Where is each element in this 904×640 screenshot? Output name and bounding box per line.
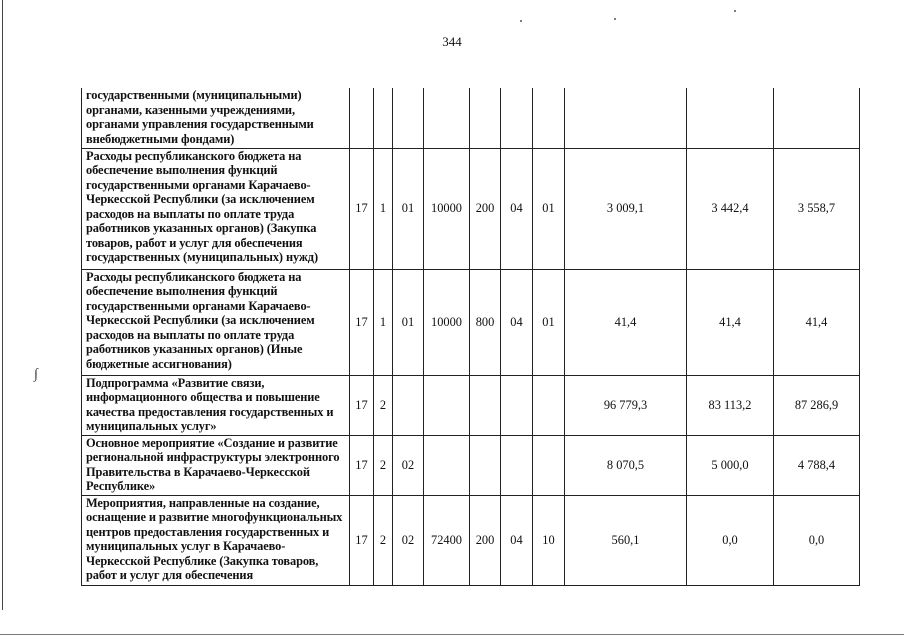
row-description: государственными (муниципальными) органами, казенными учреждениями, органами управления государственными внебюджетными фондами) (82, 88, 350, 148)
code-subprogram: 1 (374, 269, 393, 375)
code-subsection: 10 (533, 495, 565, 585)
code-measure (393, 375, 424, 435)
amount-year-2: 3 442,4 (687, 148, 774, 269)
row-description: Расходы республиканского бюджета на обеспечение выполнения функций государственными органами Карачаево-Черкесской Республики (за исключением расходов на выплаты по оплате труда работников указанных органов) (Иные бюджетные ассигнования) (82, 269, 350, 375)
code-ministry: 17 (350, 435, 374, 495)
code-subprogram: 1 (374, 148, 393, 269)
code-section: 04 (501, 495, 533, 585)
code-ministry: 17 (350, 375, 374, 435)
amount-year-1: 3 009,1 (565, 148, 687, 269)
scan-speck (614, 18, 616, 20)
code-direction (424, 435, 470, 495)
amount-year-2: 5 000,0 (687, 435, 774, 495)
code-direction: 10000 (424, 148, 470, 269)
row-description: Основное мероприятие «Создание и развитие региональной инфраструктуры электронного Правительства в Карачаево-Черкесской Республике» (82, 435, 350, 495)
table-row (82, 435, 860, 495)
code-section (501, 88, 533, 148)
amount-year-3: 0,0 (774, 495, 860, 585)
code-section (501, 375, 533, 435)
code-direction (424, 88, 470, 148)
code-measure: 02 (393, 435, 424, 495)
table-row (82, 495, 860, 585)
amount-year-1: 96 779,3 (565, 375, 687, 435)
code-subsection (533, 435, 565, 495)
amount-year-3: 41,4 (774, 269, 860, 375)
amount-year-2 (687, 88, 774, 148)
code-subprogram (374, 88, 393, 148)
amount-year-1: 8 070,5 (565, 435, 687, 495)
code-subprogram: 2 (374, 435, 393, 495)
code-subsection: 01 (533, 269, 565, 375)
row-description: Расходы республиканского бюджета на обеспечение выполнения функций государственными органами Карачаево-Черкесской Республики (за исключением расходов на выплаты по оплате труда работников указанных органов) (Закупка товаров, работ и услуг для обеспечения государственных (муниципальных) нужд) (82, 148, 350, 269)
table-row (82, 375, 860, 435)
amount-year-1: 41,4 (565, 269, 687, 375)
code-measure: 01 (393, 269, 424, 375)
code-measure (393, 88, 424, 148)
code-subsection: 01 (533, 148, 565, 269)
table-row (82, 148, 860, 269)
code-subprogram: 2 (374, 495, 393, 585)
scan-speck (734, 10, 736, 12)
code-section: 04 (501, 269, 533, 375)
code-subsection (533, 375, 565, 435)
table-row (82, 88, 860, 148)
code-ministry: 17 (350, 148, 374, 269)
scan-speck (520, 20, 522, 22)
code-expense-type: 200 (470, 148, 501, 269)
budget-table (81, 88, 860, 586)
code-measure: 02 (393, 495, 424, 585)
scan-left-edge (2, 0, 3, 610)
scan-bottom-edge (0, 634, 904, 635)
code-direction (424, 375, 470, 435)
code-expense-type (470, 435, 501, 495)
code-subsection (533, 88, 565, 148)
table-row (82, 269, 860, 375)
row-description: Мероприятия, направленные на создание, оснащение и развитие многофункциональных центров предоставления государственных и муниципальных услуг в Карачаево-Черкесской Республике (Закупка товаров, работ и услуг для обеспечения (82, 495, 350, 585)
amount-year-3: 3 558,7 (774, 148, 860, 269)
amount-year-2: 41,4 (687, 269, 774, 375)
code-section: 04 (501, 148, 533, 269)
code-subprogram: 2 (374, 375, 393, 435)
code-direction: 10000 (424, 269, 470, 375)
code-section (501, 435, 533, 495)
code-measure: 01 (393, 148, 424, 269)
code-ministry: 17 (350, 269, 374, 375)
code-expense-type (470, 375, 501, 435)
amount-year-1 (565, 88, 687, 148)
amount-year-3 (774, 88, 860, 148)
code-expense-type: 200 (470, 495, 501, 585)
amount-year-3: 87 286,9 (774, 375, 860, 435)
page-number: 344 (442, 34, 462, 49)
code-expense-type: 800 (470, 269, 501, 375)
row-description: Подпрограмма «Развитие связи, информационного общества и повышение качества предоставления государственных и муниципальных услуг» (82, 375, 350, 435)
code-ministry (350, 88, 374, 148)
amount-year-1: 560,1 (565, 495, 687, 585)
code-expense-type (470, 88, 501, 148)
amount-year-2: 83 113,2 (687, 375, 774, 435)
code-direction: 72400 (424, 495, 470, 585)
amount-year-2: 0,0 (687, 495, 774, 585)
margin-mark: ∫ (34, 367, 38, 382)
code-ministry: 17 (350, 495, 374, 585)
amount-year-3: 4 788,4 (774, 435, 860, 495)
